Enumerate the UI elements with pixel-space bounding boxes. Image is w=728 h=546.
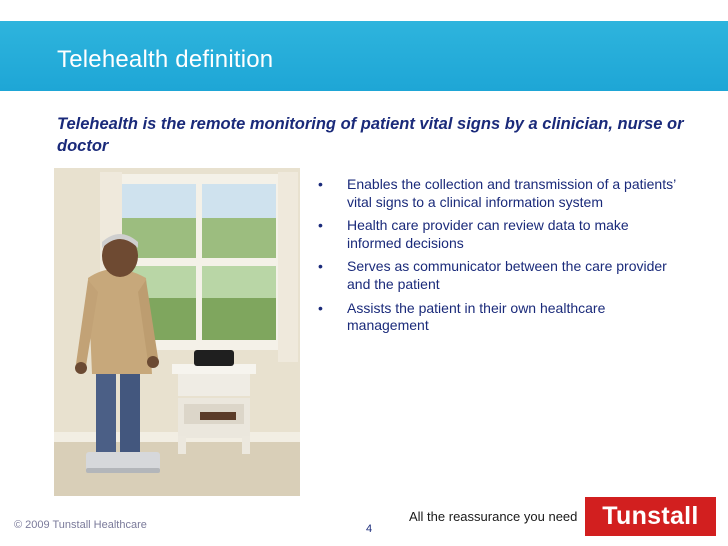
bullet-text: Enables the collection and transmission of a patients’ vital signs to a clinical information system (347, 176, 676, 210)
list-item (318, 176, 678, 211)
copyright-text: © 2009 Tunstall Healthcare (14, 519, 147, 531)
definition-text: Telehealth is the remote monitoring of patient vital signs by a clinician, nurse or doctor (57, 115, 684, 155)
tagline: All the reassurance you need (409, 509, 578, 524)
patient-photo (54, 168, 300, 496)
page-number: 4 (366, 523, 373, 535)
bullet-symbol: • (318, 217, 323, 234)
list-item (318, 217, 678, 252)
bullet-symbol: • (318, 299, 323, 316)
bullet-text: Health care provider can review data to make informed decisions (347, 217, 629, 251)
tunstall-logo (585, 497, 716, 536)
slide-title: Telehealth definition (57, 46, 274, 73)
logo-text: Tunstall (602, 502, 699, 530)
bullet-text: Serves as communicator between the care provider and the patient (347, 258, 667, 292)
bullet-symbol: • (318, 258, 323, 275)
bullet-symbol: • (318, 176, 323, 192)
bullet-text: Assists the patient in their own healthcare management (347, 299, 606, 334)
list-item (318, 258, 678, 293)
feature-list (318, 176, 678, 341)
man-on-scale-illustration (54, 168, 300, 496)
list-item (318, 300, 678, 335)
